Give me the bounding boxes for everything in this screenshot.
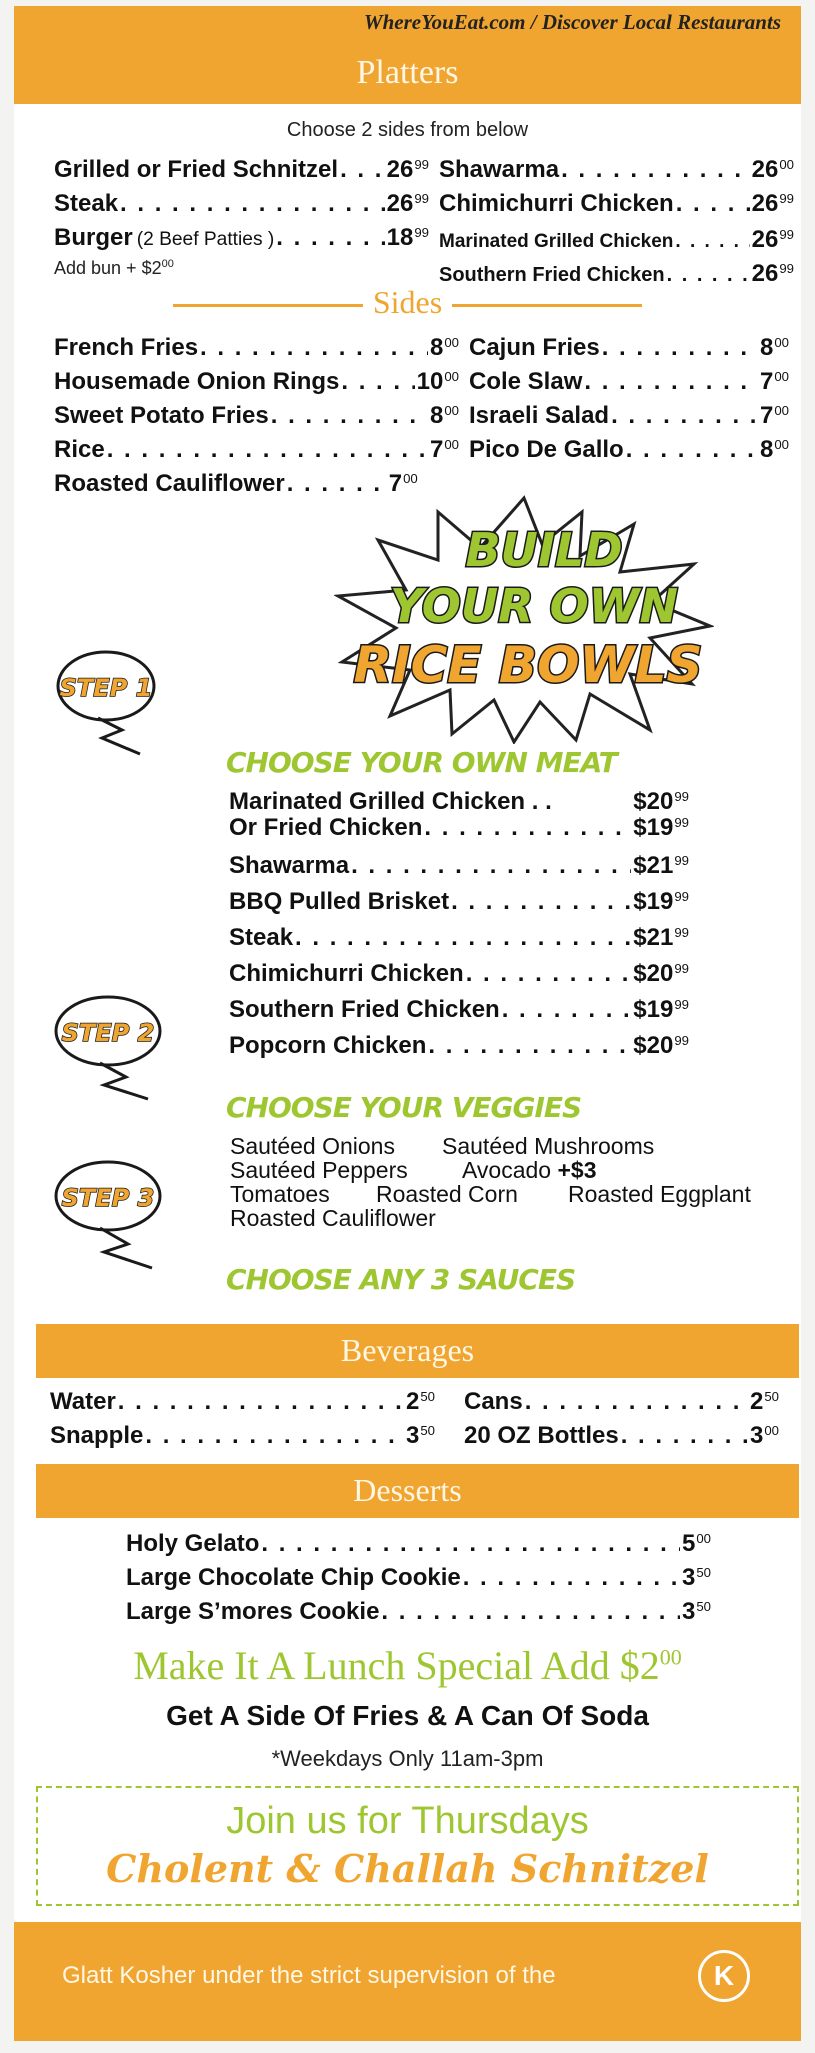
veggies-title: CHOOSE YOUR VEGGIES [226,1091,582,1124]
thursday-line-2: Cholent & Challah Schnitzel [106,1846,709,1891]
item-price: $7^{00}$ [759,402,789,429]
rice-bowls-burst [334,494,714,744]
lunch-special-subtitle: Get A Side Of Fries & A Can Of Soda [166,1700,649,1731]
bubble-tail [98,718,140,754]
item-price: $7^{00}$ [429,436,459,463]
veggie-option: Avocado +$3 [462,1157,597,1183]
meat-item [229,960,689,988]
menu-page [14,6,801,2041]
side-item [469,334,789,362]
item-price: $2^{50}$ [405,1388,435,1415]
item-name: Holy Gelato [126,1530,260,1557]
veggie-option: Tomatoes [230,1181,330,1207]
divider-line [173,304,363,307]
leader-dots [502,996,632,1024]
leader-dots [145,1422,404,1450]
dessert-item [126,1530,711,1558]
item-price: $\$21^{99}$ [633,852,689,879]
beverage-item [50,1388,435,1416]
item-name: Steak [54,190,119,217]
item-price: $3^{00}$ [749,1422,779,1449]
leader-dots [351,852,631,880]
leader-dots [276,224,384,252]
beverage-item [50,1422,435,1450]
lunch-special-note: *Weekdays Only 11am-3pm [271,1746,544,1771]
leader-dots [451,888,631,916]
item-name: Popcorn Chicken [229,1032,427,1059]
item-name: Large S’mores Cookie [126,1598,380,1625]
leader-dots [271,402,428,430]
veggie-option: Roasted Eggplant [568,1181,751,1207]
leader-dots [626,436,758,464]
item-price: $10^{00}$ [416,368,459,395]
platter-item [54,224,429,252]
side-item [54,402,459,430]
item-price: $26^{99}$ [751,190,794,217]
sauces-title: CHOOSE ANY 3 SAUCES [226,1263,576,1296]
item-name: Marinated Grilled Chicken . . [229,788,552,815]
item-price: $\$19^{99}$ [633,814,689,841]
step-label: STEP 2 [61,1019,155,1047]
item-name: Cans [464,1388,523,1415]
item-name: Sweet Potato Fries [54,402,269,429]
item-price: $\$20^{99}$ [633,788,689,815]
item-price: $3^{50}$ [681,1598,711,1625]
leader-dots [340,156,385,184]
item-detail: (2 Beef Patties ) [136,229,275,250]
item-name: Israeli Salad [469,402,610,429]
item-name: Roasted Cauliflower [54,470,285,497]
step-label: STEP 1 [59,674,153,702]
item-price: $5^{00}$ [681,1530,711,1557]
item-name: Southern Fried Chicken [229,996,500,1023]
item-price: $\$20^{99}$ [633,960,689,987]
item-price: $26^{99}$ [386,156,429,183]
platter-item [439,156,794,184]
item-price: $\$21^{99}$ [633,924,689,951]
leader-dots [466,960,632,988]
leader-dots [428,1032,631,1060]
dessert-item [126,1564,711,1592]
side-item [54,436,459,464]
item-name: Or Fried Chicken [229,814,423,841]
item-name: Marinated Grilled Chicken [439,231,674,252]
platter-item [439,190,794,218]
addon-note: Add bun + $\$2^{00}$ [54,258,174,278]
item-price: $26^{00}$ [751,156,794,183]
item-price: $3^{50}$ [681,1564,711,1591]
lunch-special-title: Make It A Lunch Special Add $\$2^{00}$ [133,1643,682,1688]
item-price: $\$20^{99}$ [633,1032,689,1059]
meat-item [229,852,689,880]
item-name: Burger [54,224,133,251]
item-price: $26^{99}$ [751,260,794,287]
leader-dots [424,814,631,842]
item-price: $8^{00}$ [429,402,459,429]
leader-dots [200,334,428,362]
burst-line-3: RICE BOWLS [353,636,703,694]
side-item [54,334,459,362]
item-name: 20 OZ Bottles [464,1422,619,1449]
leader-dots [611,402,758,430]
item-name: Water [50,1388,116,1415]
thursday-line-1: Join us for Thursdays [226,1800,589,1842]
sides-heading: Sides [14,284,801,321]
leader-dots [261,1530,680,1558]
item-price: $8^{00}$ [759,436,789,463]
item-name: Steak [229,924,294,951]
item-price: $26^{99}$ [386,190,429,217]
leader-dots [341,368,414,396]
item-name: Cole Slaw [469,368,583,395]
leader-dots [584,368,758,396]
side-item [469,402,789,430]
veggie-option: Sautéed Peppers [230,1157,408,1183]
leader-dots [463,1564,680,1592]
item-name: Cajun Fries [469,334,600,361]
meat-item [229,924,689,952]
item-price: $2^{50}$ [749,1388,779,1415]
item-name: BBQ Pulled Brisket [229,888,450,915]
beverages-title: Beverages [340,1332,475,1368]
leader-dots [602,334,758,362]
item-name: Pico De Gallo [469,436,624,463]
item-price: $18^{99}$ [386,224,429,251]
meat-item [229,888,689,916]
burst-line-2: YOUR OWN [390,579,678,633]
item-name: French Fries [54,334,199,361]
item-name: Housemade Onion Rings [54,368,340,395]
leader-dots [621,1422,748,1450]
item-name: Rice [54,436,105,463]
step-3-bubble [52,1156,172,1276]
platters-title: Platters [356,54,459,91]
dessert-item [126,1598,711,1626]
meat-item [229,814,689,842]
meat-item [229,1032,689,1060]
footer-text: Glatt Kosher under the strict supervision of the [62,1962,556,1989]
item-name: Snapple [50,1422,144,1449]
watermark: WhereYouEat.com / Discover Local Restaurants [363,10,781,34]
meat-title: CHOOSE YOUR OWN MEAT [226,746,617,779]
side-item [469,368,789,396]
item-name: Shawarma [229,852,350,879]
leader-dots [120,190,385,218]
leader-dots [675,231,749,253]
meat-item [229,788,689,816]
side-item [469,436,789,464]
leader-dots [118,1388,404,1416]
item-price: $26^{99}$ [751,226,794,253]
bubble-tail [100,1228,152,1268]
kosher-k-icon: K [698,1950,750,2002]
item-price: $\$19^{99}$ [633,888,689,915]
platter-item [439,226,794,254]
beverage-item [464,1422,779,1450]
item-price: $8^{00}$ [429,334,459,361]
step-label: STEP 3 [61,1184,155,1212]
leader-dots [381,1598,680,1626]
item-price: $7^{00}$ [388,470,418,497]
veggie-option: Roasted Cauliflower [230,1205,436,1231]
veggie-option: Roasted Corn [376,1181,518,1207]
leader-dots [525,1388,748,1416]
item-price: $3^{50}$ [405,1422,435,1449]
item-name: Shawarma [439,156,560,183]
leader-dots [295,924,631,952]
veggie-option: Sautéed Onions [230,1133,395,1159]
platters-note: Choose 2 sides from below [286,119,529,141]
platter-item [54,190,429,218]
item-price: $\$19^{99}$ [633,996,689,1023]
item-name: Large Chocolate Chip Cookie [126,1564,461,1591]
veggie-option: Sautéed Mushrooms [442,1133,655,1159]
burst-line-1: BUILD [465,523,623,577]
step-1-bubble [54,646,164,761]
item-name: Chimichurri Chicken [229,960,464,987]
item-price: $8^{00}$ [759,334,789,361]
leader-dots [107,436,428,464]
item-name: Chimichurri Chicken [439,190,674,217]
item-name: Southern Fried Chicken [439,264,665,286]
leader-dots [561,156,750,184]
bubble-tail [100,1063,148,1099]
step-2-bubble [52,991,172,1106]
meat-item [229,996,689,1024]
desserts-title: Desserts [353,1472,462,1508]
side-item [54,368,459,396]
leader-dots [676,190,750,218]
divider-line [452,304,642,307]
platter-item [54,156,429,184]
item-name: Grilled or Fried Schnitzel [54,156,339,183]
beverage-item [464,1388,779,1416]
item-price: $7^{00}$ [759,368,789,395]
